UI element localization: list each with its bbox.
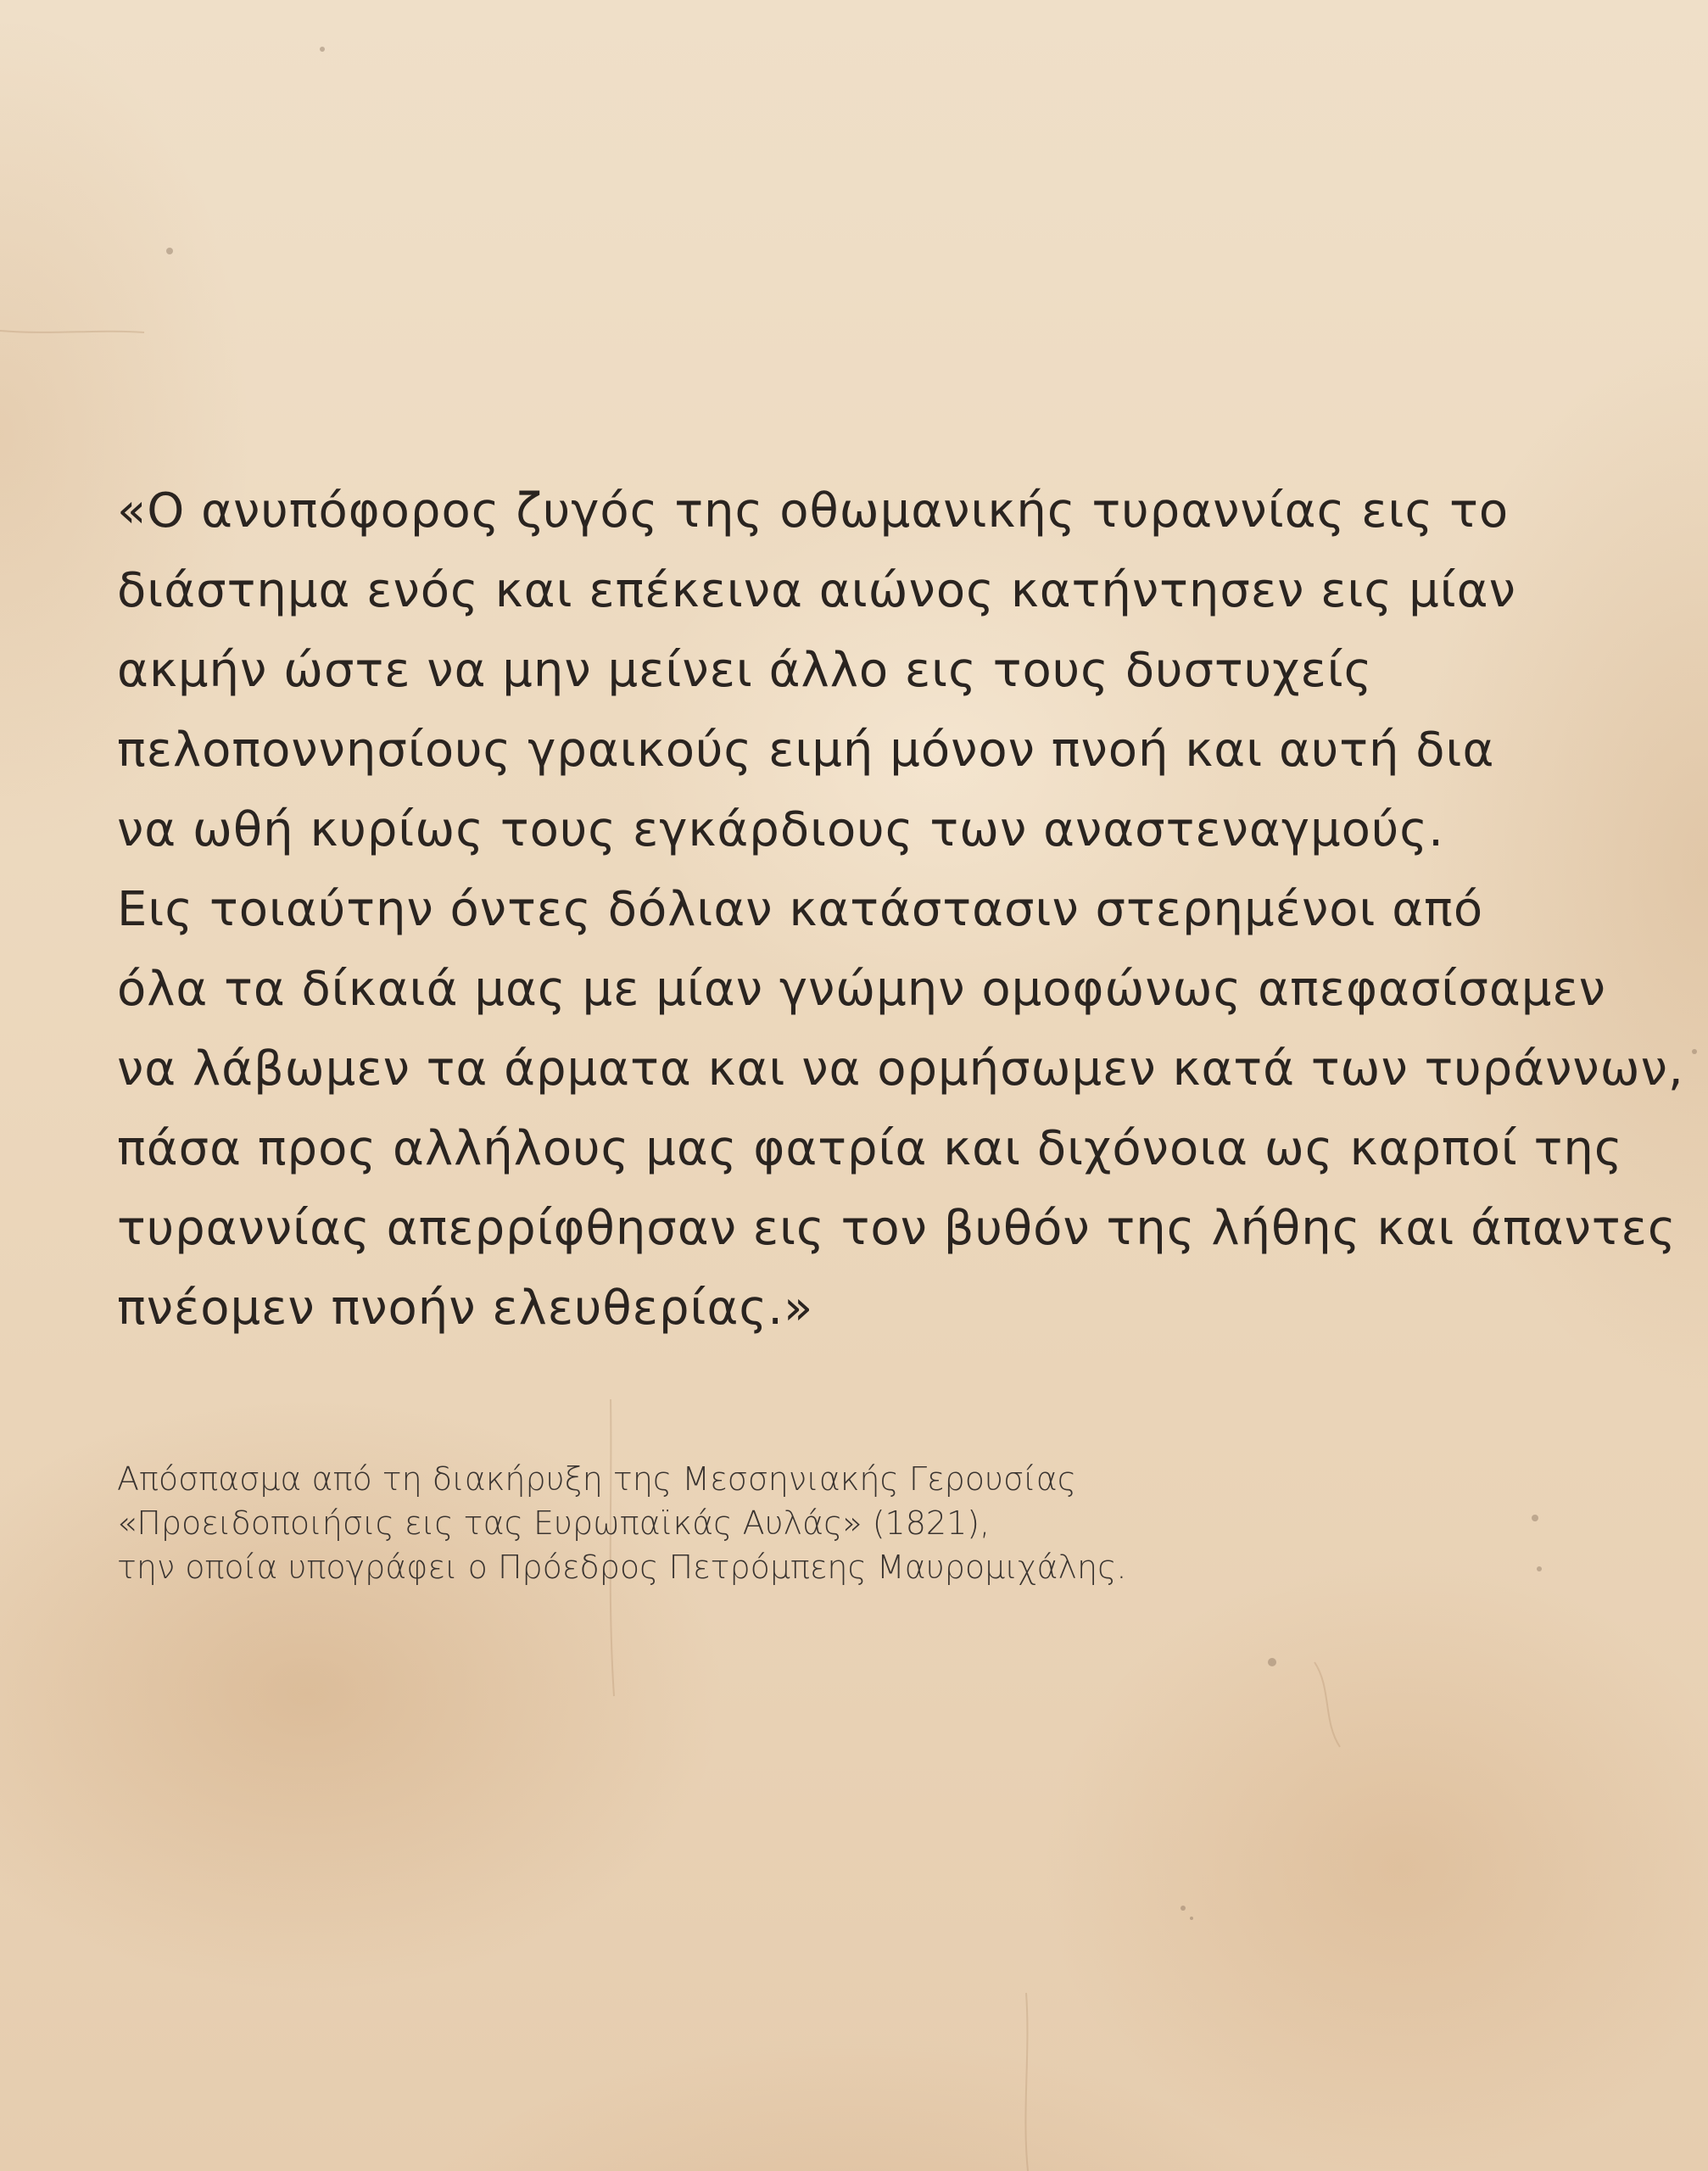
- source-caption: [117, 1457, 1559, 1589]
- quote-line: τυραννίας απερρίφθησαν εις τον βυθόν της λήθης και άπαντες: [117, 1201, 1677, 1256]
- quote-line: «Ο ανυπόφορος ζυγός της οθωμανικής τυραννίας εις το: [117, 483, 1510, 539]
- quote-line: να ωθή κυρίως τους εγκάρδιους των αναστεναγμούς.: [117, 802, 1444, 857]
- quote-line: διάστημα ενός και επέκεινα αιώνος κατήντησεν εις μίαν: [117, 563, 1516, 618]
- quote-text: [117, 472, 1684, 1348]
- quote-line: Εις τοιαύτην όντες δόλιαν κατάστασιν στερημένοι από: [117, 882, 1484, 937]
- quote-line: πελοποννησίους γραικούς ειμή μόνον πνοή και αυτή δια: [117, 723, 1495, 778]
- caption-line: Απόσπασμα από τη διακήρυξη της Μεσσηνιακής Γερουσίας: [117, 1460, 1077, 1498]
- caption-line: την οποία υπογράφει ο Πρόεδρος Πετρόμπεης Μαυρομιχάλης.: [117, 1549, 1127, 1586]
- quote-line: πνέομεν πνοήν ελευθερίας.»: [117, 1281, 814, 1336]
- caption-line: «Προειδοποιήσις εις τας Ευρωπαϊκάς Αυλάς» (1821),: [117, 1504, 991, 1542]
- quote-line: να λάβωμεν τα άρματα και να ορμήσωμεν κατά των τυράννων,: [117, 1041, 1684, 1097]
- quote-line: πάσα προς αλλήλους μας φατρία και διχόνοια ως καρποί της: [117, 1121, 1623, 1176]
- quote-line: ακμήν ώστε να μην μείνει άλλο εις τους δυστυχείς: [117, 643, 1373, 698]
- quote-line: όλα τα δίκαιά μας με μίαν γνώμην ομοφώνως απεφασίσαμεν: [117, 962, 1606, 1017]
